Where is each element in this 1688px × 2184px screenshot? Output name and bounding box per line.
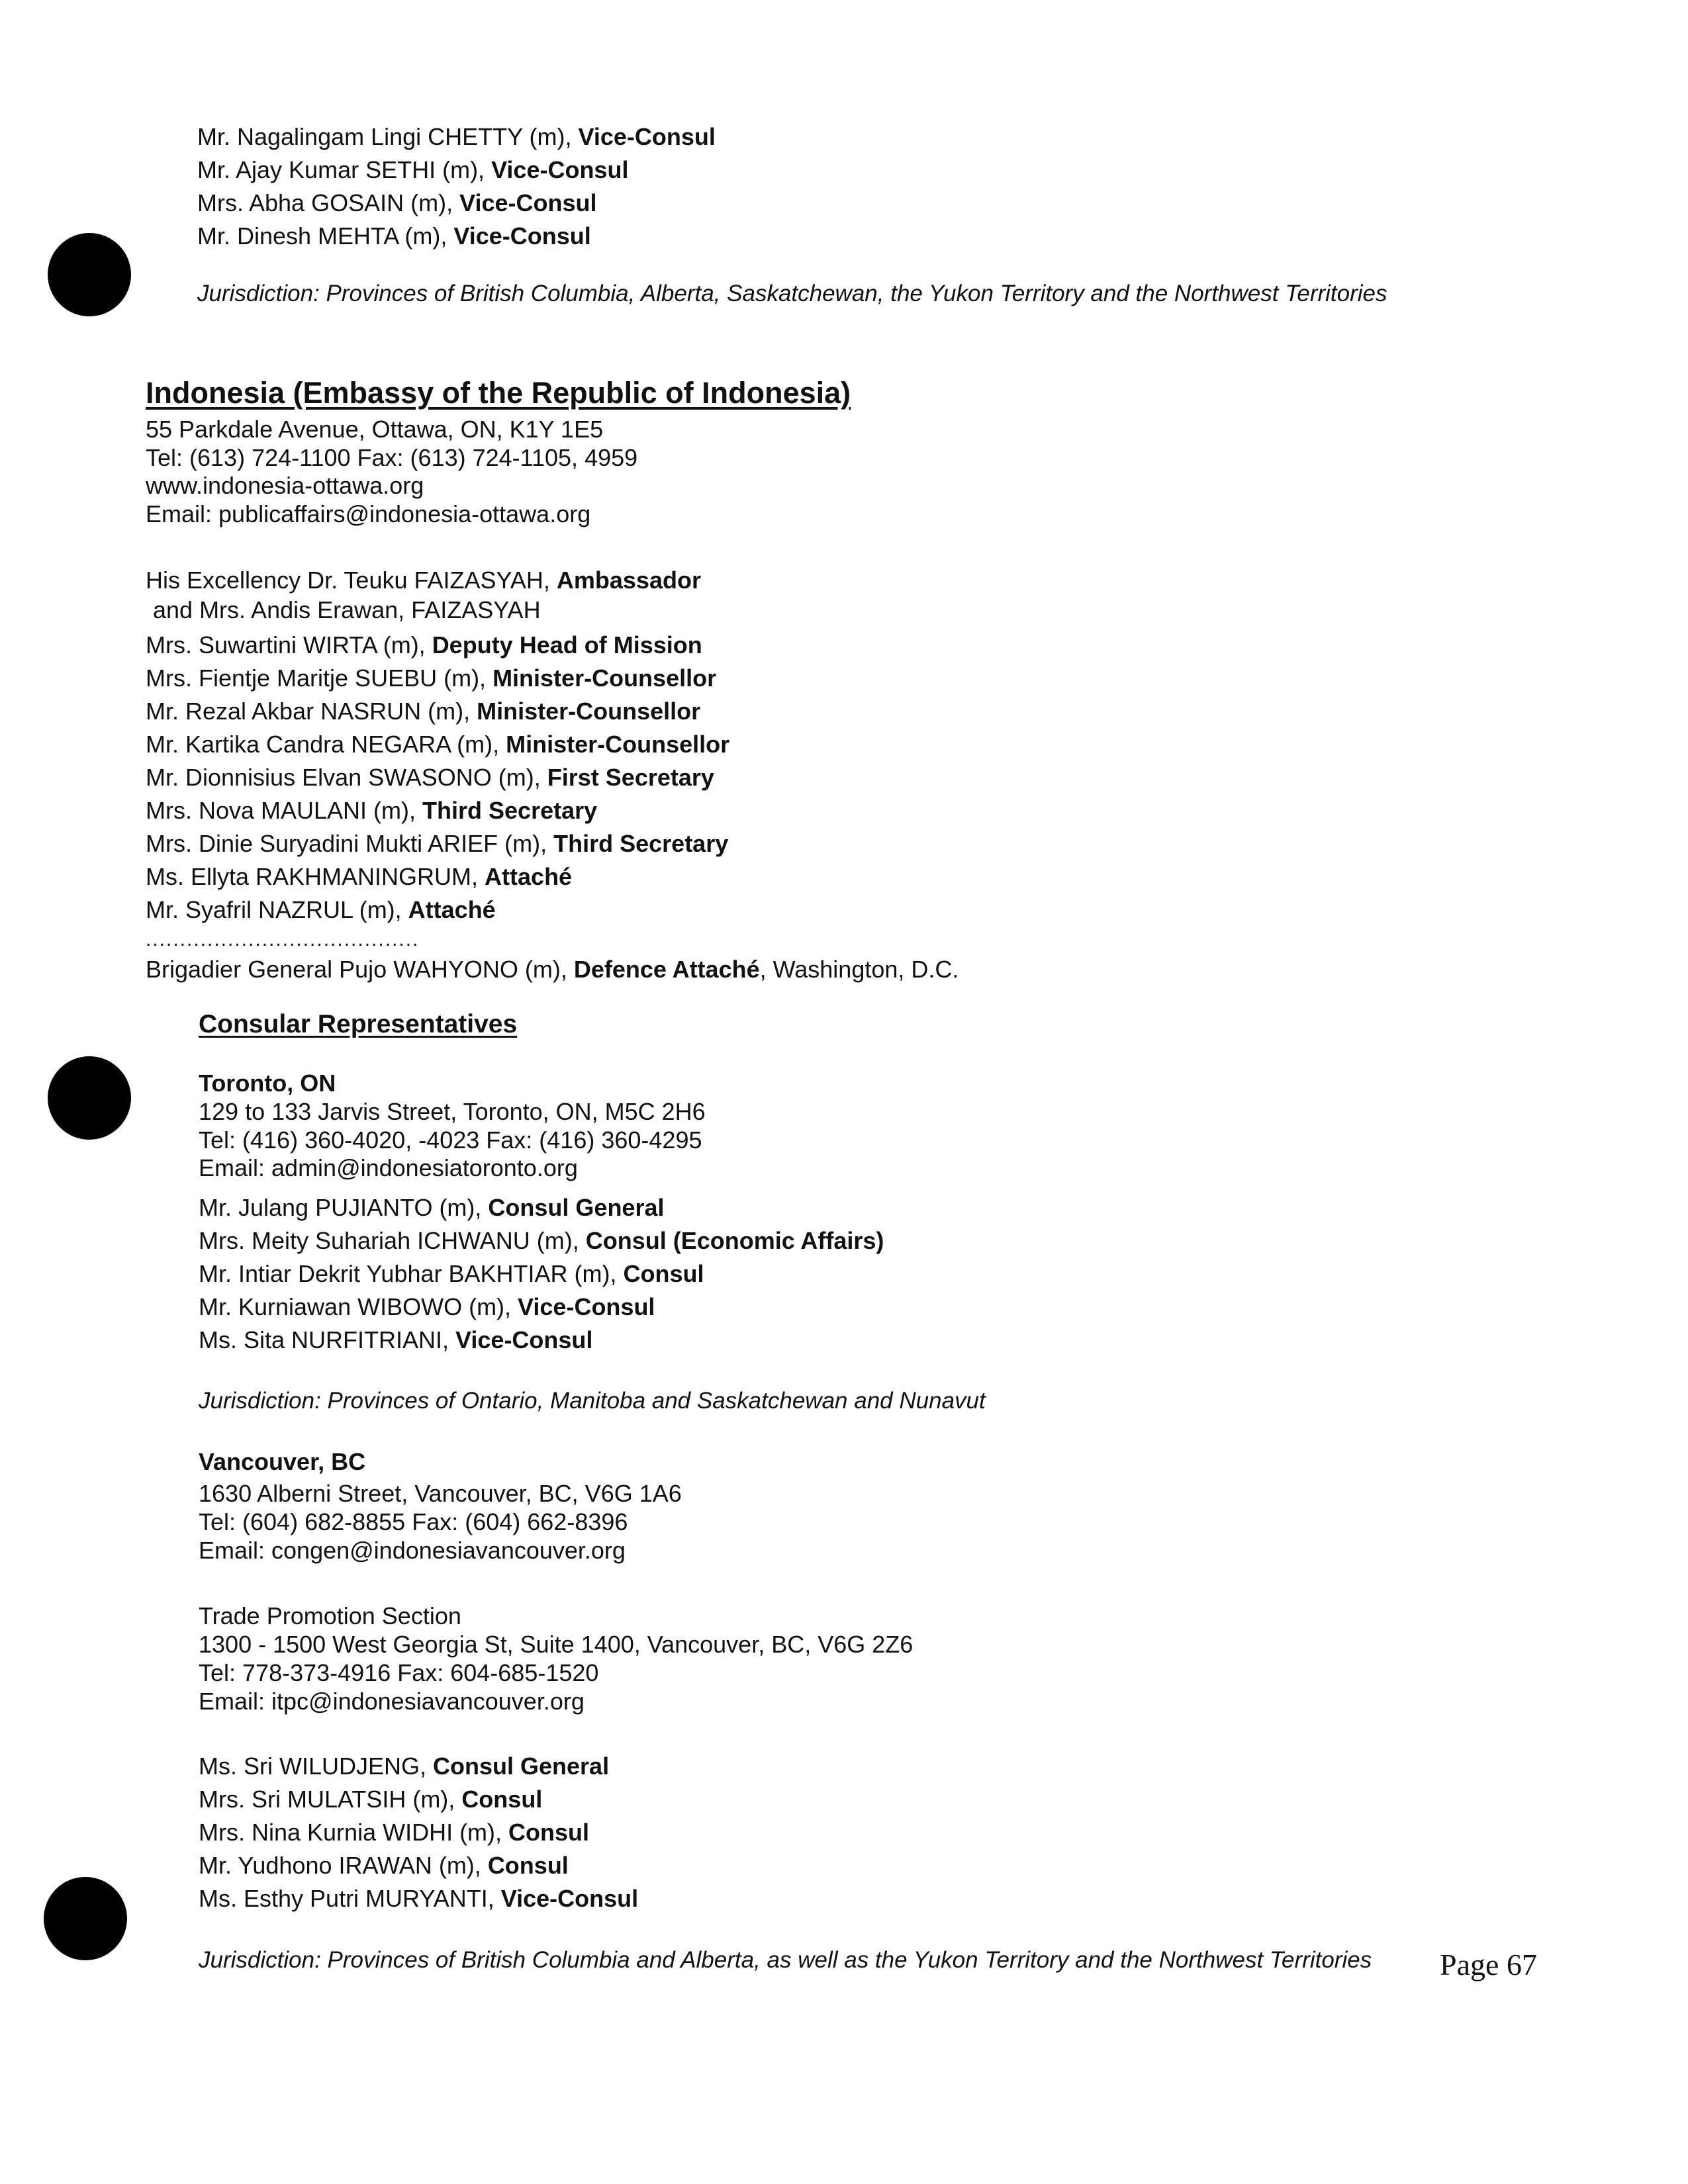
staff-line [146, 697, 700, 726]
staff-line [199, 1884, 638, 1913]
toronto-address: 129 to 133 Jarvis Street, Toronto, ON, M5C 2H6 [199, 1098, 706, 1125]
staff-name: Mr. Kartika Candra NEGARA (m), [146, 731, 506, 758]
embassy-heading: Indonesia (Embassy of the Republic of Indonesia) [146, 376, 851, 410]
staff-title: Vice-Consul [578, 123, 716, 150]
staff-title: Third Secretary [422, 797, 598, 824]
staff-line [199, 1818, 589, 1847]
defence-attache-line [146, 955, 959, 984]
staff-line [197, 156, 628, 185]
staff-title: Consul (Economic Affairs) [585, 1227, 884, 1254]
staff-title: Vice-Consul [455, 1326, 593, 1353]
staff-line [199, 1193, 664, 1222]
staff-name: Mrs. Nina Kurnia WIDHI (m), [199, 1819, 509, 1846]
city-heading-vancouver: Vancouver, BC [199, 1448, 366, 1475]
staff-name: His Excellency Dr. Teuku FAIZASYAH, [146, 567, 557, 594]
staff-line [199, 1785, 542, 1814]
staff-line [146, 895, 496, 925]
vancouver-address: 1630 Alberni Street, Vancouver, BC, V6G 1A6 [199, 1480, 682, 1507]
staff-title: Consul General [488, 1194, 665, 1221]
punch-hole-middle [48, 1056, 131, 1140]
staff-title: Vice-Consul [500, 1885, 639, 1912]
staff-line [199, 1851, 569, 1880]
staff-title: Consul [508, 1819, 590, 1846]
embassy-phone: Tel: (613) 724-1100 Fax: (613) 724-1105, 4959 [146, 444, 638, 471]
staff-name: Ms. Sri WILUDJENG, [199, 1752, 434, 1780]
staff-name: Mr. Dionnisius Elvan SWASONO (m), [146, 764, 547, 791]
staff-title: Vice-Consul [453, 222, 591, 250]
embassy-website: www.indonesia-ottawa.org [146, 472, 424, 499]
trade-section-phone: Tel: 778-373-4916 Fax: 604-685-1520 [199, 1659, 599, 1686]
vancouver-email: Email: congen@indonesiavancouver.org [199, 1537, 626, 1564]
staff-name: Mrs. Meity Suhariah ICHWANU (m), [199, 1227, 586, 1254]
staff-line [197, 122, 716, 152]
staff-name: Ms. Esthy Putri MURYANTI, [199, 1885, 501, 1912]
punch-hole-top [48, 233, 131, 316]
staff-name: Ms. Ellyta RAKHMANINGRUM, [146, 863, 485, 890]
staff-title: Consul [623, 1260, 704, 1287]
staff-title: Attaché [485, 863, 573, 890]
dotted-separator: ........................................ [146, 929, 420, 950]
staff-name: Brigadier General Pujo WAHYONO (m), [146, 956, 574, 983]
trade-section-label: Trade Promotion Section [199, 1602, 461, 1629]
staff-title: Vice-Consul [518, 1293, 655, 1320]
staff-name: Mr. Nagalingam Lingi CHETTY (m), [197, 123, 579, 150]
staff-location: , Washington, D.C. [759, 956, 959, 983]
jurisdiction-note: Jurisdiction: Provinces of British Columbia and Alberta, as well as the Yukon Territory and the Northwest Territories [199, 1947, 1372, 1973]
staff-title: Defence Attaché [573, 956, 760, 983]
trade-section-address: 1300 - 1500 West Georgia St, Suite 1400, Vancouver, BC, V6G 2Z6 [199, 1631, 914, 1658]
embassy-email: Email: publicaffairs@indonesia-ottawa.org [146, 500, 591, 527]
staff-name: Mr. Dinesh MEHTA (m), [197, 222, 454, 250]
staff-title: Deputy Head of Mission [432, 631, 702, 659]
toronto-email: Email: admin@indonesiatoronto.org [199, 1154, 578, 1181]
staff-line [146, 763, 714, 792]
vancouver-phone: Tel: (604) 682-8855 Fax: (604) 662-8396 [199, 1508, 628, 1535]
ambassador-spouse: and Mrs. Andis Erawan, FAIZASYAH [153, 596, 541, 623]
staff-line [197, 189, 596, 218]
jurisdiction-note: Jurisdiction: Provinces of British Columbia, Alberta, Saskatchewan, the Yukon Territory and the Northwest Territories [197, 281, 1387, 306]
staff-title: Attaché [408, 896, 496, 923]
staff-title: Consul General [433, 1752, 610, 1780]
staff-name: Mr. Syafril NAZRUL (m), [146, 896, 408, 923]
staff-title: Minister-Counsellor [477, 698, 701, 725]
page-number: Page 67 [1440, 1948, 1537, 1981]
staff-name: Mrs. Sri MULATSIH (m), [199, 1786, 462, 1813]
staff-line [199, 1326, 592, 1355]
staff-name: Mr. Intiar Dekrit Yubhar BAKHTIAR (m), [199, 1260, 624, 1287]
staff-title: Vice-Consul [459, 189, 597, 216]
staff-title: Minister-Counsellor [492, 664, 717, 692]
staff-title: First Secretary [547, 764, 714, 791]
staff-line [146, 862, 572, 891]
staff-line [199, 1293, 655, 1322]
punch-hole-bottom [44, 1877, 127, 1960]
staff-name: Mrs. Suwartini WIRTA (m), [146, 631, 432, 659]
staff-name: Mr. Julang PUJIANTO (m), [199, 1194, 489, 1221]
staff-name: Mrs. Nova MAULANI (m), [146, 797, 423, 824]
staff-line [197, 222, 591, 251]
jurisdiction-note: Jurisdiction: Provinces of Ontario, Manitoba and Saskatchewan and Nunavut [199, 1388, 986, 1414]
staff-name: Mrs. Dinie Suryadini Mukti ARIEF (m), [146, 830, 554, 857]
staff-name: Mrs. Fientje Maritje SUEBU (m), [146, 664, 493, 692]
staff-name: Mr. Yudhono IRAWAN (m), [199, 1852, 488, 1879]
trade-section-email: Email: itpc@indonesiavancouver.org [199, 1688, 585, 1715]
staff-name: Mr. Rezal Akbar NASRUN (m), [146, 698, 477, 725]
staff-name: Mrs. Abha GOSAIN (m), [197, 189, 460, 216]
staff-line [146, 631, 702, 660]
staff-line [146, 730, 729, 759]
toronto-phone: Tel: (416) 360-4020, -4023 Fax: (416) 360-4295 [199, 1126, 702, 1154]
staff-name: Mr. Kurniawan WIBOWO (m), [199, 1293, 518, 1320]
embassy-address: 55 Parkdale Avenue, Ottawa, ON, K1Y 1E5 [146, 416, 604, 443]
staff-title: Third Secretary [553, 830, 729, 857]
city-heading-toronto: Toronto, ON [199, 1069, 336, 1097]
staff-title: Consul [487, 1852, 569, 1879]
staff-line [199, 1259, 704, 1289]
staff-name: Ms. Sita NURFITRIANI, [199, 1326, 456, 1353]
ambassador-line [146, 566, 701, 595]
staff-line [146, 796, 597, 825]
staff-line [146, 829, 728, 858]
staff-line [146, 664, 716, 693]
staff-title: Ambassador [556, 567, 701, 594]
staff-title: Consul [461, 1786, 543, 1813]
staff-line [199, 1752, 609, 1781]
staff-title: Minister-Counsellor [506, 731, 730, 758]
staff-title: Vice-Consul [491, 156, 629, 183]
staff-name: Mr. Ajay Kumar SETHI (m), [197, 156, 492, 183]
consular-heading: Consular Representatives [199, 1010, 518, 1038]
staff-line [199, 1226, 884, 1255]
